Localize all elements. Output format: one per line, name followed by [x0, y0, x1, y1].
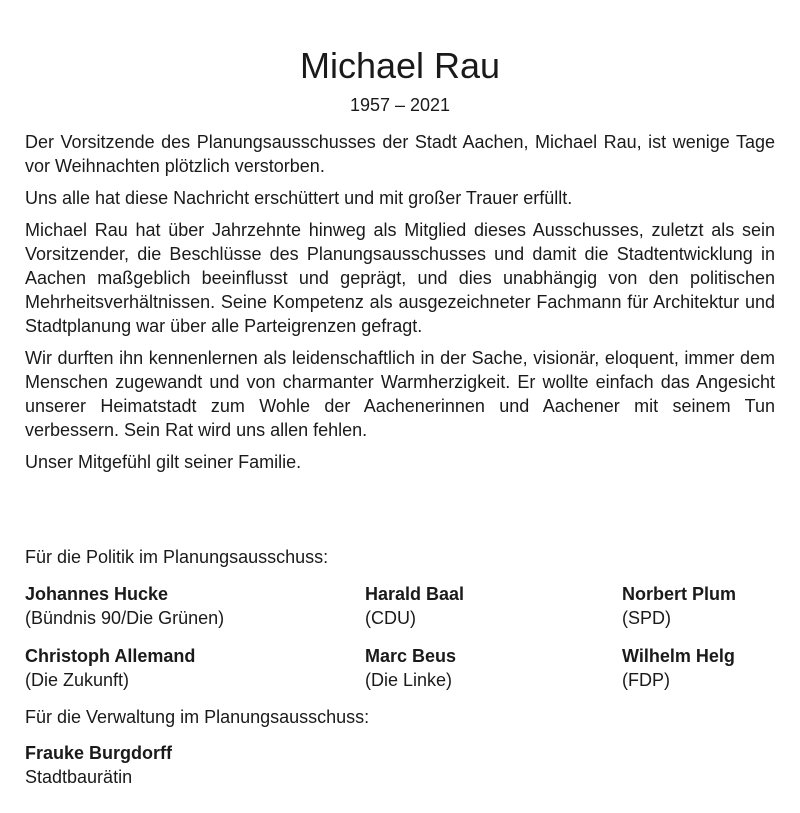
signatory-party: (Bündnis 90/Die Grünen): [25, 608, 225, 628]
signatory: [25, 644, 195, 692]
signatory-party: (SPD): [622, 608, 671, 628]
paragraph: Unser Mitgefühl gilt seiner Familie.: [25, 452, 302, 472]
signatory-title: Stadtbaurätin: [25, 767, 133, 787]
administration-label: Für die Verwaltung im Planungsausschuss:: [25, 707, 370, 727]
signatory: [25, 582, 224, 630]
deceased-name: Michael Rau: [299, 45, 501, 86]
signatory: [365, 582, 464, 630]
paragraph: Der Vorsitzende des Planungsausschusses der Stadt Aachen, Michael Rau, ist wenige Tage vor Weihnachten plötzlich verstorben.: [25, 132, 775, 176]
signatory: [622, 582, 736, 630]
signatory-party: (FDP): [622, 670, 670, 690]
signatory-name: Harald Baal: [365, 584, 465, 604]
paragraph: Michael Rau hat über Jahrzehnte hinweg als Mitglied dieses Ausschusses, zuletzt als sein Vorsitzender, die Beschlüsse des Planungsausschusses und damit die Stadtentwicklung in Aachen maßgeblich beeinflusst und geprägt, und dies unabhängig von den politischen Mehrheitsverhältnissen. Seine Kompetenz als ausgezeichneter Fachmann für Architektur und Stadtplanung war über alle Parteigrenzen gefragt.: [25, 220, 775, 336]
signatory-party: (Die Zukunft): [25, 670, 130, 690]
paragraph: Wir durften ihn kennenlernen als leidenschaftlich in der Sache, visionär, eloquent, immer dem Menschen zugewandt und von charmanter Warmherzigkeit. Er wollte einfach das Angesicht unserer Heimatstadt zum Wohle der Aachenerinnen und Aachener mit seinem Tun verbessern. Sein Rat wird uns allen fehlen.: [25, 348, 775, 440]
paragraph: Uns alle hat diese Nachricht erschüttert und mit großer Trauer erfüllt.: [25, 188, 573, 208]
signatory: [25, 741, 172, 789]
signatory-name: Marc Beus: [365, 646, 457, 666]
signatory-party: (Die Linke): [365, 670, 453, 690]
signatory: [622, 644, 735, 692]
signatory-name: Johannes Hucke: [25, 584, 169, 604]
signatory: [365, 644, 456, 692]
signatory-name: Wilhelm Helg: [622, 646, 735, 666]
signatory-name: Christoph Allemand: [25, 646, 196, 666]
signatory-name: Frauke Burgdorff: [25, 743, 173, 763]
obituary-text: [25, 130, 775, 482]
politics-label: Für die Politik im Planungsausschuss:: [25, 547, 329, 567]
life-years: 1957 – 2021: [349, 95, 451, 115]
signatory-name: Norbert Plum: [622, 584, 737, 604]
signatory-party: (CDU): [365, 608, 416, 628]
